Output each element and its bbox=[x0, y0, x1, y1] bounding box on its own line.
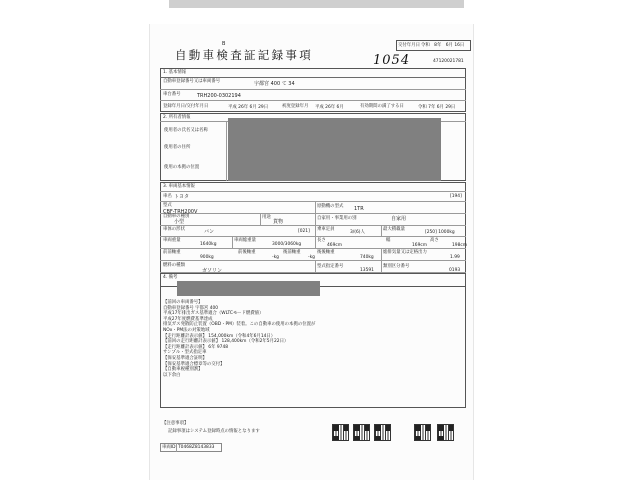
kind-label: 自動車の種別 bbox=[163, 214, 190, 219]
length-value: 469cm bbox=[327, 243, 343, 248]
front-rear-axle-label: 前後軸重 bbox=[238, 250, 256, 255]
expiry-label: 有効期間の満了する日 bbox=[360, 104, 404, 109]
remarks-line: 自動車登録番号 宇都宮 400 bbox=[163, 305, 219, 311]
engine-value: 1TR bbox=[354, 206, 364, 212]
document-number: 47120021781 bbox=[433, 59, 464, 64]
expiry-value: 令和 7年 6月 29日 bbox=[418, 105, 456, 110]
qr-code-5 bbox=[437, 424, 454, 441]
purpose-value: 自家用 bbox=[391, 216, 407, 222]
length-label: 長さ bbox=[317, 238, 326, 243]
registration-label: 自動車登録番号又は車両番号 bbox=[163, 79, 221, 84]
gross-value: 3000/3060kg bbox=[272, 242, 302, 247]
remarks-line: 以下余白 bbox=[163, 372, 181, 378]
remarks-line: 【走行距離計表示値】 154,000km（令和4年6月14日） bbox=[163, 333, 276, 339]
user-address-label: 使用者の住所 bbox=[164, 145, 191, 150]
capacity-value: 3/(6)人 bbox=[350, 230, 365, 235]
scan-strip bbox=[169, 0, 464, 8]
rear-axle-value: 740kg bbox=[360, 255, 374, 260]
fuel-label: 燃料の種類 bbox=[163, 263, 185, 268]
displacement-label: 総排気量又は定格出力 bbox=[383, 250, 427, 255]
base-location-label: 使用の本拠の位置 bbox=[164, 165, 200, 170]
registration-value: 宇都宮 400 て 34 bbox=[254, 81, 295, 87]
use-value: 貨物 bbox=[273, 219, 284, 225]
model-label: 型式 bbox=[163, 203, 172, 208]
qr-code-4 bbox=[414, 424, 431, 441]
use-label: 用途 bbox=[262, 215, 271, 220]
kind-value: 小型 bbox=[174, 219, 185, 225]
vehicle-id-value: T0468Z8143833 bbox=[178, 445, 215, 450]
engine-label: 原動機の型式 bbox=[317, 204, 344, 209]
remarks-line: サンプル・型式指定車 bbox=[163, 350, 207, 356]
height-label: 高さ bbox=[430, 238, 439, 243]
model-value: CBF-TRH200V bbox=[163, 209, 198, 215]
qr-code-1 bbox=[332, 424, 349, 441]
issue-date-value: 令和 8年 6月 16日 bbox=[421, 43, 465, 48]
basic-section-title: 1. 基本情報 bbox=[163, 70, 187, 75]
height-value: 198cm bbox=[452, 243, 468, 248]
certificate-page bbox=[149, 24, 474, 480]
body-value: バン bbox=[204, 229, 215, 235]
remarks-line: NOx・PM法の対策地域 bbox=[163, 327, 210, 333]
qr-code-2 bbox=[353, 424, 370, 441]
guidance-title: 【注意事項】 bbox=[162, 421, 189, 426]
first-registration-label: 初度登録年月 bbox=[282, 104, 309, 109]
body-label: 車体の形状 bbox=[163, 227, 185, 232]
front-axle-label: 前前軸重 bbox=[163, 250, 181, 255]
remarks-line: 【保安基準適合証明】 bbox=[163, 355, 207, 361]
form-mark: B bbox=[222, 41, 226, 47]
remarks-section-title: 4. 備考 bbox=[163, 275, 178, 280]
maker-code: [194] bbox=[450, 194, 462, 199]
remarks-line: 【保安基準適合標章等の交付】 bbox=[163, 361, 225, 367]
registration-date-label: 登録年月日/交付年月日 bbox=[163, 104, 209, 109]
document-title: 自動車検査証記録事項 bbox=[175, 48, 313, 62]
vehicle-id-label: 車両ID bbox=[162, 445, 176, 450]
remarks-line: 排気ガス発散防止装置（OBD・PM）装着。この自動車の使用の本拠の位置が bbox=[163, 322, 316, 328]
displacement-value: 1.99 bbox=[450, 255, 460, 260]
width-label: 幅 bbox=[386, 238, 391, 243]
weight-label: 車両重量 bbox=[163, 238, 181, 243]
registration-date-value: 平成 26年 6月 29日 bbox=[228, 105, 269, 110]
remarks-line: 【前回の車両番号】 bbox=[163, 300, 203, 305]
vehicle-section-title: 3. 車両基本情報 bbox=[163, 184, 195, 189]
remarks-line: 【前回の走行距離計表示値】 128,400km（令和2年5月22日） bbox=[163, 339, 289, 345]
capacity-label: 乗車定員 bbox=[317, 227, 335, 232]
front-axle-value: 900kg bbox=[200, 255, 214, 260]
user-name-label: 使用者の氏名又は名称 bbox=[164, 128, 208, 133]
remarks-line: 平成17年排出ガス基準適合（WLTCモード燃費値） bbox=[163, 311, 264, 317]
fuel-value: ガソリン bbox=[202, 268, 223, 274]
remarks-line: 【自動車税種別割】 bbox=[163, 367, 203, 373]
gross-label: 車両総重量 bbox=[234, 238, 256, 243]
rear-front-axle-value: -kg bbox=[308, 255, 315, 260]
owner-section-title: 2. 所有者情報 bbox=[163, 115, 191, 120]
remarks-line: 平成27年度燃費基準達成 bbox=[163, 316, 213, 322]
weight-value: 1640kg bbox=[200, 242, 217, 247]
first-registration-value: 平成 26年 6月 bbox=[315, 105, 344, 110]
rear-front-axle-label: 後前軸重 bbox=[283, 250, 301, 255]
body-code: [021] bbox=[298, 229, 310, 234]
issue-date-label: 交付年月日 bbox=[398, 43, 420, 48]
category-label: 類別区分番号 bbox=[383, 264, 410, 269]
handwritten-number: 1054 bbox=[373, 53, 411, 68]
redacted-owner-block bbox=[228, 118, 441, 181]
type-number-value: 13591 bbox=[360, 268, 374, 273]
top-bar bbox=[0, 0, 640, 8]
width-value: 169cm bbox=[412, 243, 428, 248]
purpose-label: 自家用・事業用の別 bbox=[317, 216, 357, 221]
guidance-text: 記録事項はシステム登録時点の情報となります bbox=[168, 429, 260, 434]
front-rear-axle-value: -kg bbox=[272, 255, 279, 260]
max-load-value: [250] 1000kg bbox=[425, 230, 455, 235]
maker-value: トヨタ bbox=[174, 194, 190, 200]
rear-axle-label: 後後軸重 bbox=[317, 250, 335, 255]
chassis-value: TRH200-0302194 bbox=[197, 93, 241, 99]
max-load-label: 最大積載量 bbox=[383, 227, 405, 232]
maker-label: 車名 bbox=[163, 194, 172, 199]
category-value: 0193 bbox=[449, 268, 461, 273]
remarks-line: 【走行距離計表示値】 6年 9748 bbox=[163, 344, 229, 350]
type-number-label: 型式指定番号 bbox=[317, 264, 344, 269]
qr-code-3 bbox=[374, 424, 391, 441]
redacted-remarks-header bbox=[177, 281, 320, 296]
remarks-list bbox=[163, 300, 315, 378]
chassis-label: 車台番号 bbox=[163, 92, 181, 97]
